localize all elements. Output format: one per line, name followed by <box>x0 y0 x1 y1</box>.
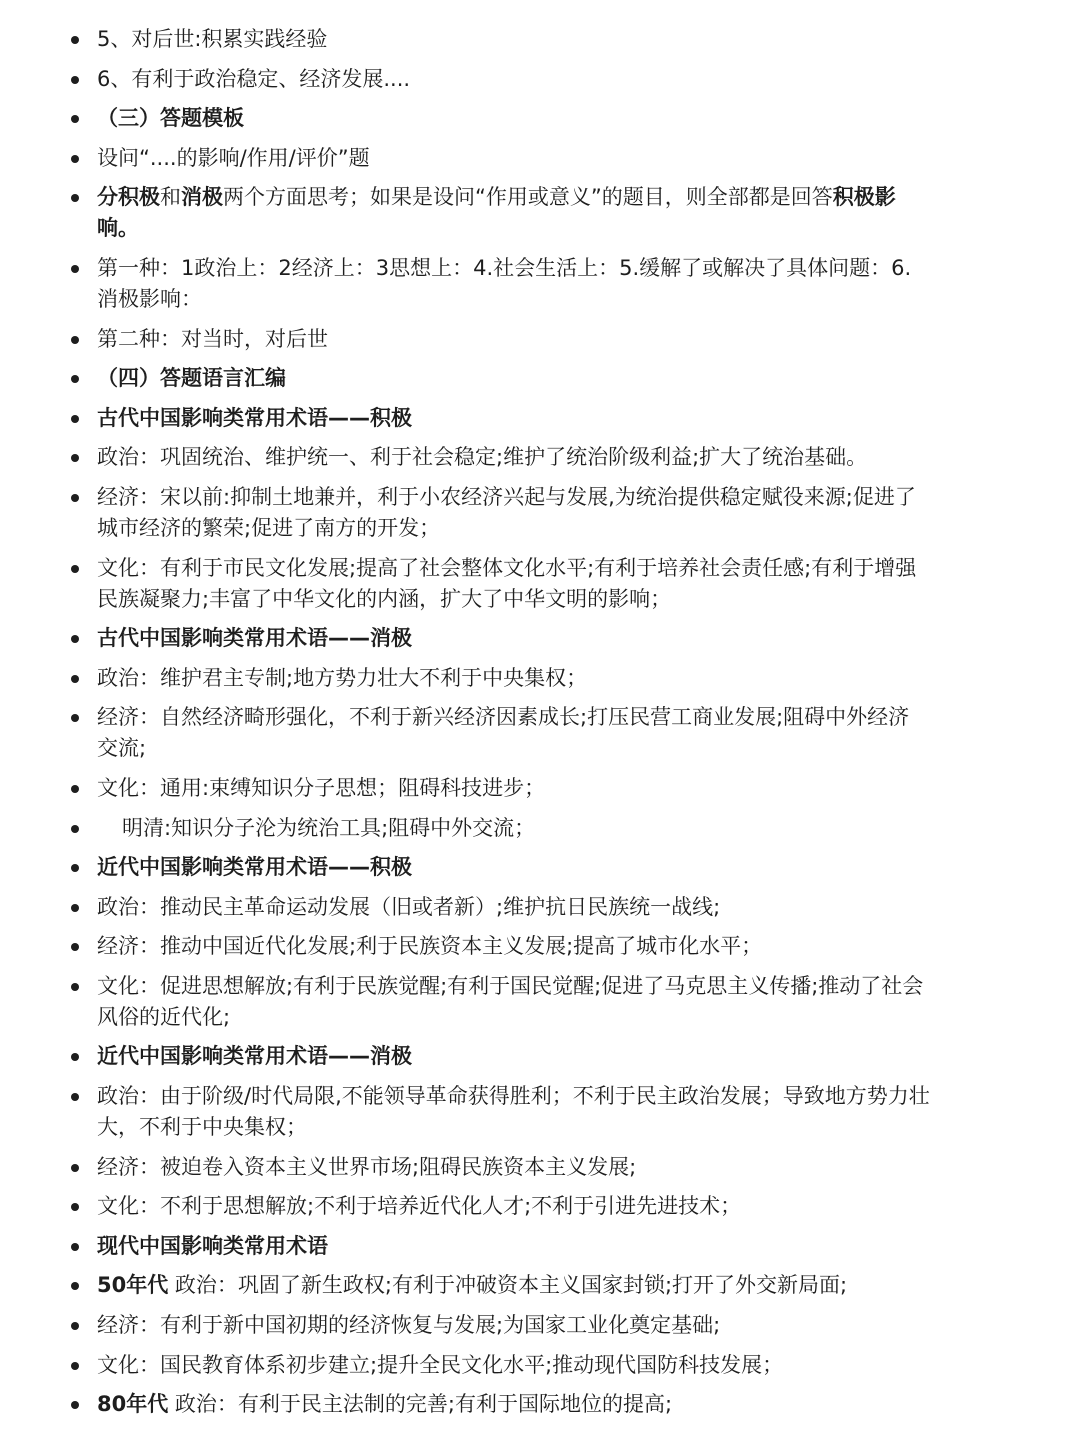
list-item <box>70 1270 930 1301</box>
item-text: 政治：由于阶级/时代局限,不能领导革命获得胜利；不利于民主政治发展；导致地方势力壮大，不利于中央集权； <box>97 1084 930 1140</box>
subsection-heading <box>70 1041 930 1072</box>
bullet-dot-icon <box>71 36 79 44</box>
item-text: 明清:知识分子沦为统治工具;阻碍中外交流； <box>122 815 536 840</box>
item-text: 第二种：对当时，对后世 <box>97 326 328 351</box>
subsection-heading <box>70 852 930 883</box>
subsection-heading <box>70 623 930 654</box>
bullet-dot-icon <box>71 1322 79 1330</box>
item-text: 文化：国民教育体系初步建立;提升全民文化水平;推动现代国防科技发展； <box>97 1352 784 1377</box>
list-item <box>70 253 930 315</box>
item-bold-text: 消极 <box>181 185 223 210</box>
bullet-dot-icon <box>71 1401 79 1409</box>
bullet-dot-icon <box>71 635 79 643</box>
list-item <box>70 324 930 355</box>
list-item <box>70 702 930 764</box>
item-text: 政治：维护君主专制;地方势力壮大不利于中央集权； <box>97 665 588 690</box>
item-text: 6、有利于政治稳定、经济发展.... <box>97 66 411 91</box>
item-bold-text: 古代中国影响类常用术语——消极 <box>97 626 412 651</box>
item-text: 5、对后世:积累实践经验 <box>97 27 328 51</box>
bullet-dot-icon <box>71 454 79 462</box>
list-item <box>70 931 930 962</box>
subsection-heading <box>70 1231 930 1262</box>
item-text: 经济：自然经济畸形强化，不利于新兴经济因素成长;打压民营工商业发展;阻碍中外经济交流; <box>97 705 910 761</box>
bullet-dot-icon <box>71 565 79 573</box>
list-item <box>70 1389 930 1420</box>
bullet-dot-icon <box>71 675 79 683</box>
item-bold-text: 50年代 <box>97 1273 169 1298</box>
item-text: 经济：有利于新中国初期的经济恢复与发展;为国家工业化奠定基础; <box>97 1313 721 1338</box>
list-item <box>70 892 930 923</box>
item-bold-text: （四）答题语言汇编 <box>97 366 286 391</box>
bullet-dot-icon <box>71 1243 79 1251</box>
bullet-dot-icon <box>71 825 79 833</box>
bullet-dot-icon <box>71 983 79 991</box>
item-text: 文化：促进思想解放;有利于民族觉醒;有利于国民觉醒;促进了马克思主义传播;推动了社会风俗的近代化; <box>97 973 924 1029</box>
item-bold-text: （三）答题模板 <box>97 106 244 131</box>
list-item <box>70 482 930 544</box>
item-text: 设问“....的影响/作用/评价”题 <box>97 145 370 170</box>
item-bold-text: 现代中国影响类常用术语 <box>97 1233 328 1258</box>
item-bold-text: 积极影响。 <box>97 185 896 241</box>
list-item <box>70 1350 930 1381</box>
bullet-dot-icon <box>71 904 79 912</box>
item-text: 文化：不利于思想解放;不利于培养近代化人才;不利于引进先进技术； <box>97 1194 742 1219</box>
item-text: 政治：推动民主革命运动发展（旧或者新）;维护抗日民族统一战线; <box>97 894 721 919</box>
bullet-dot-icon <box>71 1053 79 1061</box>
bullet-dot-icon <box>71 1093 79 1101</box>
item-bold-text: 近代中国影响类常用术语——消极 <box>97 1044 412 1069</box>
bullet-dot-icon <box>71 943 79 951</box>
bullet-dot-icon <box>71 336 79 344</box>
list-item <box>70 1191 930 1222</box>
list-item <box>70 64 930 95</box>
list-item <box>70 663 930 694</box>
bullet-dot-icon <box>71 785 79 793</box>
bullet-dot-icon <box>71 1164 79 1172</box>
list-item <box>70 182 930 244</box>
item-bold-text: 分积极 <box>97 185 160 210</box>
bullet-dot-icon <box>71 76 79 84</box>
list-item <box>70 971 930 1033</box>
bullet-dot-icon <box>71 864 79 872</box>
section-heading <box>70 363 930 394</box>
item-text: 经济：被迫卷入资本主义世界市场;阻碍民族资本主义发展; <box>97 1154 637 1179</box>
item-text: 经济：推动中国近代化发展;利于民族资本主义发展;提高了城市化水平； <box>97 934 763 959</box>
bullet-dot-icon <box>71 494 79 502</box>
bullet-dot-icon <box>71 194 79 202</box>
bullet-dot-icon <box>71 1203 79 1211</box>
list-item <box>70 1152 930 1183</box>
list-item <box>70 143 930 174</box>
bullet-dot-icon <box>71 1282 79 1290</box>
item-bold-text: 近代中国影响类常用术语——积极 <box>97 855 412 880</box>
list-item <box>70 553 930 615</box>
item-text: 政治：有利于民主法制的完善;有利于国际地位的提高; <box>168 1392 673 1417</box>
bullet-dot-icon <box>71 155 79 163</box>
item-text: 文化：通用:束缚知识分子思想；阻碍科技进步； <box>97 775 546 800</box>
item-text: 政治：巩固了新生政权;有利于冲破资本主义国家封锁;打开了外交新局面; <box>168 1273 848 1298</box>
bullet-dot-icon <box>71 714 79 722</box>
item-text: 两个方面思考；如果是设问“作用或意义”的题目，则全部都是回答 <box>223 185 833 210</box>
bullet-dot-icon <box>71 115 79 123</box>
bullet-list <box>70 24 930 1420</box>
section-heading <box>70 103 930 134</box>
item-bold-text: 古代中国影响类常用术语——积极 <box>97 405 412 430</box>
item-text: 第一种：1政治上：2经济上：3思想上：4.社会生活上：5.缓解了或解决了具体问题：6.消极影响： <box>97 255 912 311</box>
bullet-dot-icon <box>71 265 79 273</box>
bullet-dot-icon <box>71 415 79 423</box>
list-item <box>70 1310 930 1341</box>
list-item <box>70 1081 930 1143</box>
list-item <box>70 24 930 55</box>
list-item <box>70 813 930 844</box>
item-text: 政治：巩固统治、维护统一、利于社会稳定;维护了统治阶级利益;扩大了统治基础。 <box>97 445 868 470</box>
subsection-heading <box>70 403 930 434</box>
item-text: 文化：有利于市民文化发展;提高了社会整体文化水平;有利于培养社会责任感;有利于增强民族凝聚力;丰富了中华文化的内涵，扩大了中华文明的影响； <box>97 555 917 611</box>
item-text: 和 <box>160 185 181 210</box>
bullet-dot-icon <box>71 375 79 383</box>
list-item <box>70 773 930 804</box>
bullet-dot-icon <box>71 1362 79 1370</box>
list-item <box>70 442 930 473</box>
item-bold-text: 80年代 <box>97 1392 169 1417</box>
item-text: 经济：宋以前:抑制土地兼并，利于小农经济兴起与发展,为统治提供稳定赋役来源;促进了城市经济的繁荣;促进了南方的开发； <box>97 484 916 540</box>
